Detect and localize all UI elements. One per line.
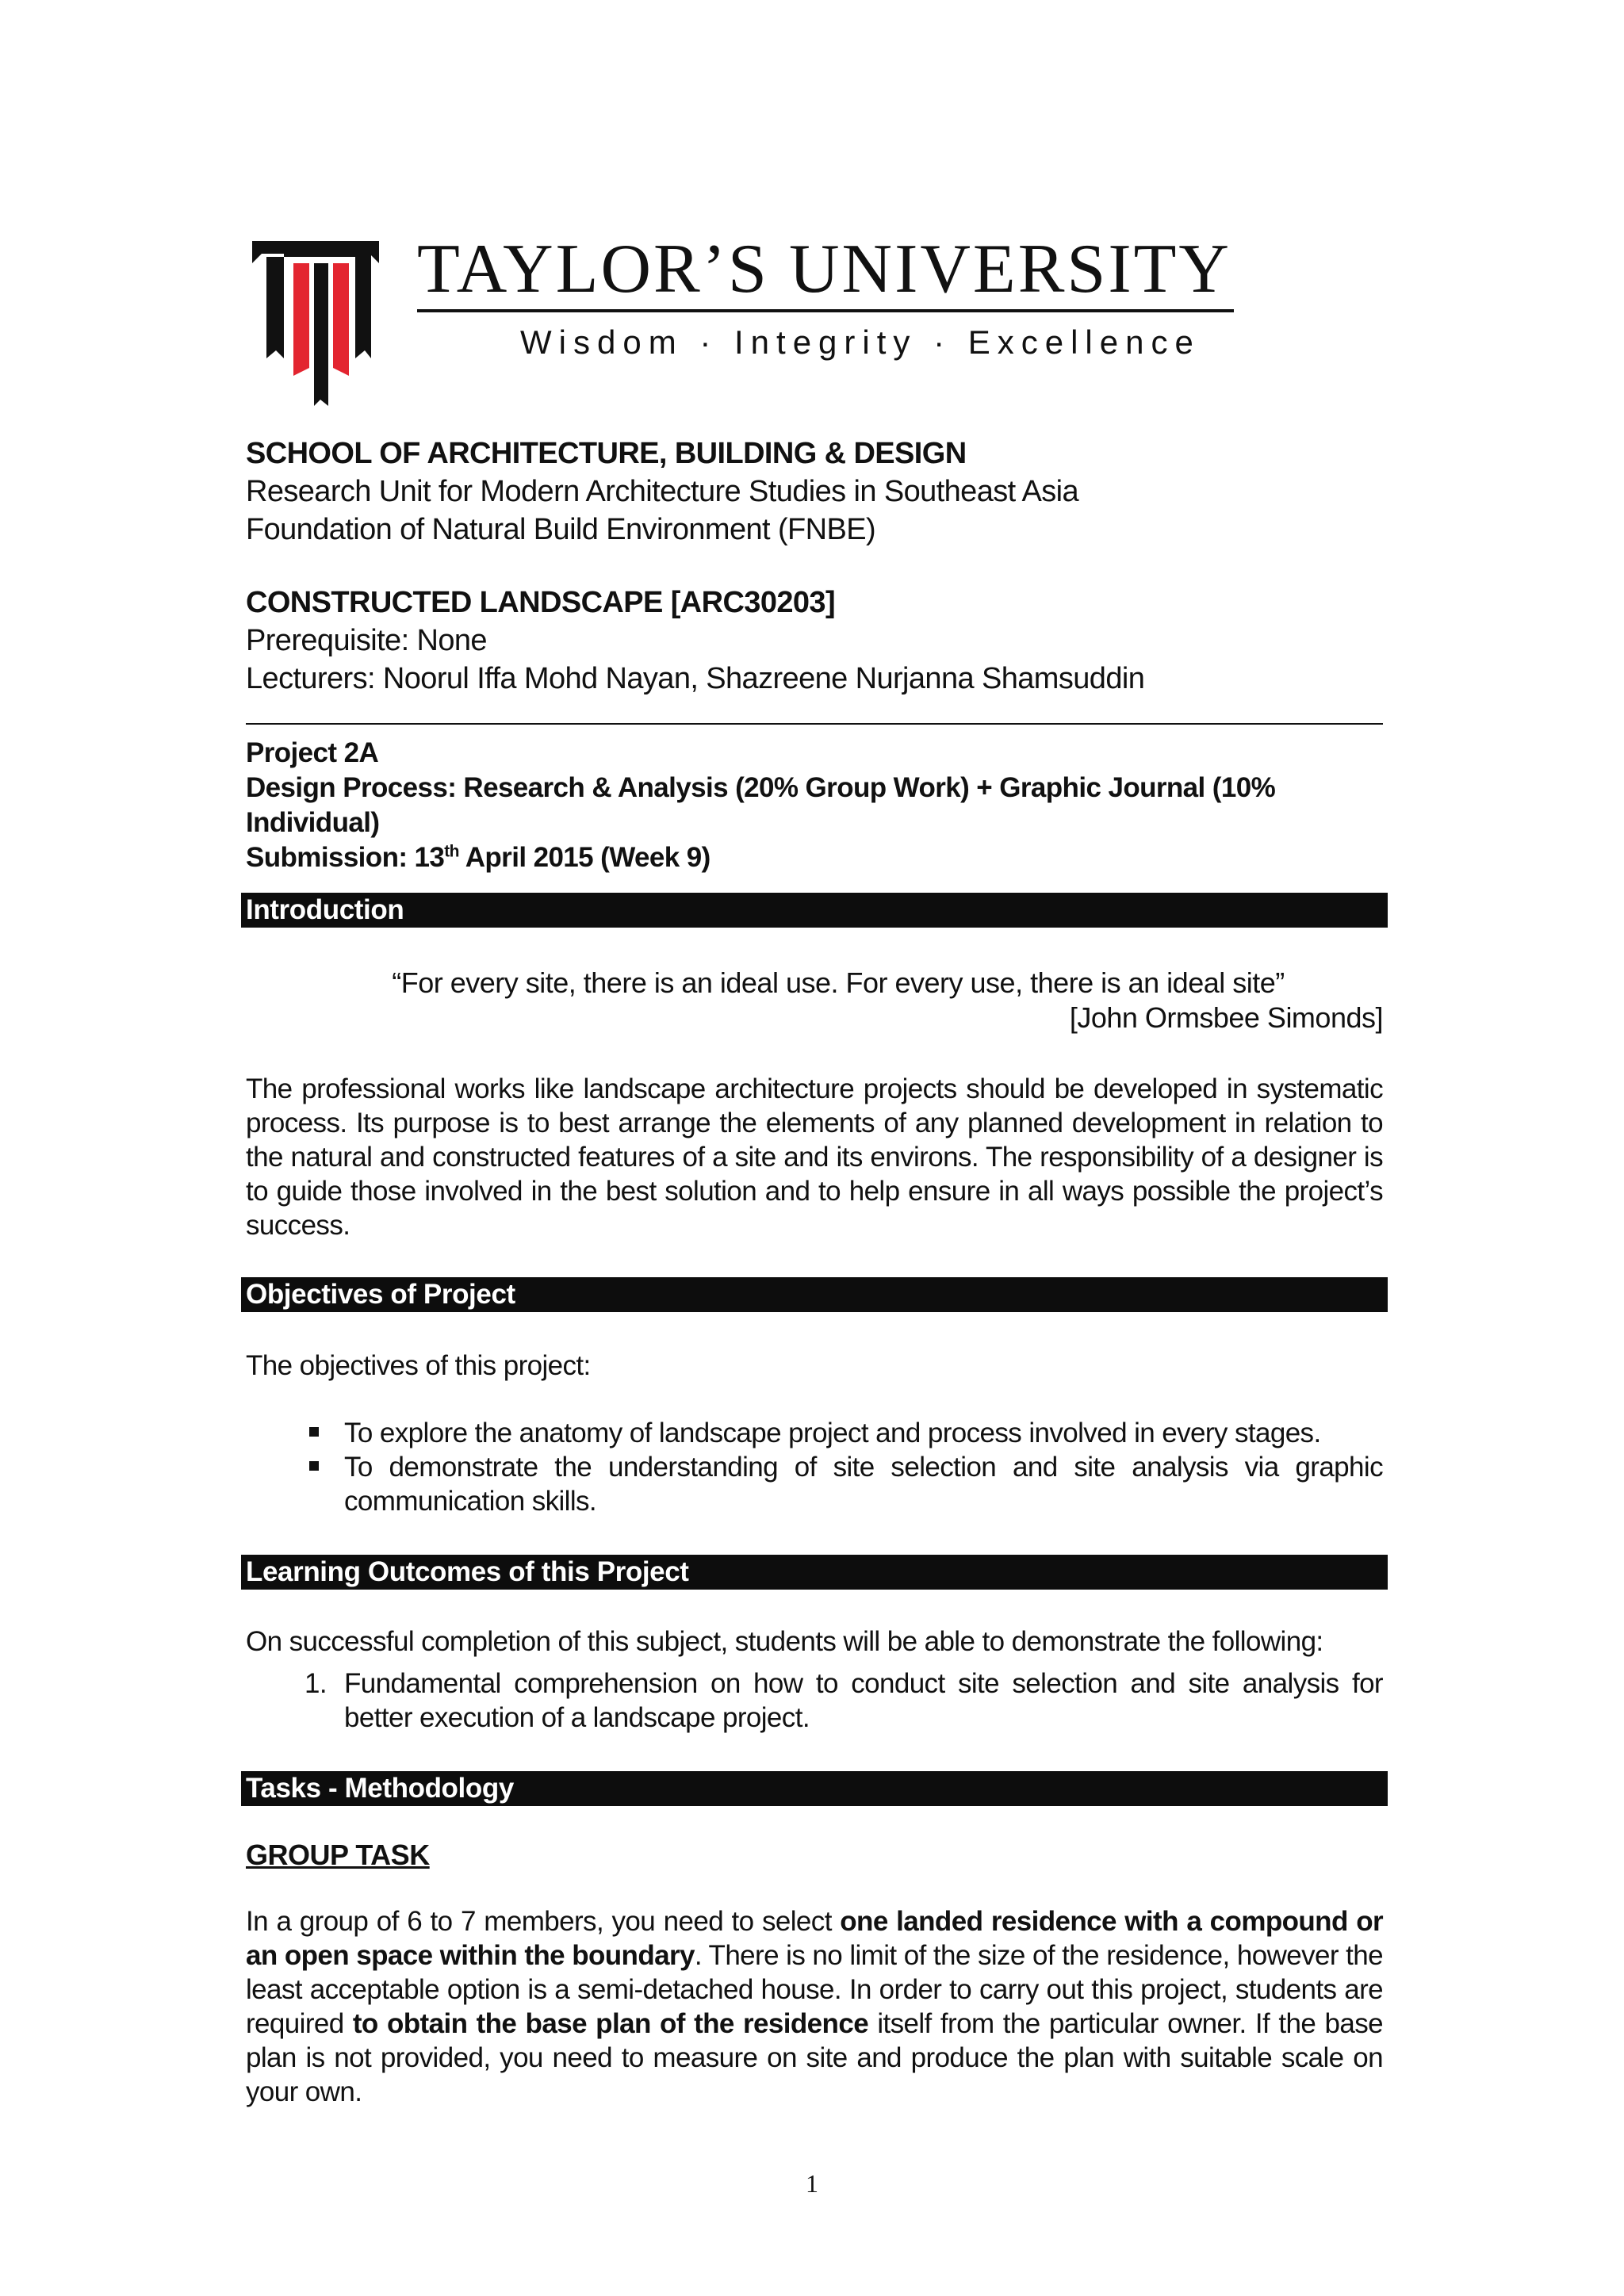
- group-task-heading: GROUP TASK: [246, 1839, 430, 1871]
- group-task-text-1: In a group of 6 to 7 members, you need to select: [246, 1906, 841, 1937]
- course-header: [246, 584, 1383, 698]
- section-heading-introduction: Introduction: [241, 893, 1388, 928]
- document-body: [246, 434, 1383, 2109]
- section-heading-learning-outcomes: Learning Outcomes of this Project: [241, 1555, 1388, 1590]
- course-lecturers: Lecturers: Noorul Iffa Mohd Nayan, Shazreene Nurjanna Shamsuddin: [246, 662, 1145, 695]
- logo-underline: [417, 309, 1234, 312]
- submission-prefix: Submission: 13: [246, 842, 445, 873]
- school-name: SCHOOL OF ARCHITECTURE, BUILDING & DESIGN: [246, 437, 967, 470]
- intro-paragraph: The professional works like landscape architecture projects should be developed in systematic process. Its purpose is to best arrange the elements of any planned development in relation to the natural and constructed features of a site and its environs. The responsibility of a designer is to guide those involved in the best solution and to help ensure in all ways possible the project’s success.: [246, 1073, 1383, 1241]
- intro-quote-author: [John Ormsbee Simonds]: [1069, 1001, 1383, 1034]
- group-task-emphasis-2: to obtain the base plan of the residence: [352, 2008, 869, 2039]
- intro-quote: “For every site, there is an ideal use. For every use, there is an ideal site”: [392, 966, 1285, 999]
- section-heading-objectives: Objectives of Project: [241, 1277, 1388, 1312]
- section-heading-tasks: Tasks - Methodology: [241, 1771, 1388, 1806]
- group-task-text-3: itself from the particular owner. If the base plan is not provided, you need to measure on site and produce the plan with suitable scale on your own.: [246, 2008, 1383, 2107]
- objectives-intro: The objectives of this project:: [246, 1350, 591, 1381]
- school-header: [246, 434, 1383, 549]
- group-task-emphasis-1: one landed residence with a compound or an open space within the boundary: [246, 1906, 1383, 1971]
- shield-emblem-icon: [252, 241, 379, 406]
- list-item: To demonstrate the understanding of site selection and site analysis via graphic communication skills.: [309, 1450, 1383, 1518]
- page-number: 1: [806, 2169, 818, 2198]
- course-prerequisite: Prerequisite: None: [246, 624, 487, 657]
- project-info: [246, 736, 1383, 875]
- list-item-text: Fundamental comprehension on how to conduct site selection and site analysis for better execution of a landscape project.: [344, 1668, 1383, 1733]
- list-item-number: 1.: [304, 1668, 327, 1699]
- objectives-list: [246, 1416, 1383, 1518]
- design-process: Design Process: Research & Analysis (20% Group Work) + Graphic Journal (10% Individual): [246, 772, 1276, 838]
- divider-rule: [246, 723, 1383, 725]
- learning-outcomes-intro: On successful completion of this subject, students will be able to demonstrate the following:: [246, 1626, 1323, 1657]
- foundation-name: Foundation of Natural Build Environment (FNBE): [246, 513, 876, 546]
- project-title: Project 2A: [246, 737, 379, 768]
- list-item: [304, 1667, 1383, 1735]
- logo-motto: Wisdom · Integrity · Excellence: [520, 323, 1201, 361]
- submission-ordinal: th: [444, 842, 459, 861]
- group-task-text-2: . There is no limit of the size of the residence, however the least acceptable option is a semi-detached house. In order to carry out this project, students are required: [246, 1940, 1383, 2039]
- course-title: CONSTRUCTED LANDSCAPE [ARC30203]: [246, 586, 836, 619]
- submission-suffix: April 2015 (Week 9): [458, 842, 710, 873]
- submission-date: [246, 840, 1383, 875]
- group-task-paragraph: [246, 1904, 1383, 2109]
- logo-name: TAYLOR’S UNIVERSITY: [417, 232, 1231, 308]
- learning-outcomes-list: [246, 1667, 1383, 1735]
- list-item: To explore the anatomy of landscape project and process involved in every stages.: [309, 1416, 1383, 1450]
- university-logo: [252, 232, 1243, 406]
- research-unit: Research Unit for Modern Architecture Studies in Southeast Asia: [246, 475, 1078, 508]
